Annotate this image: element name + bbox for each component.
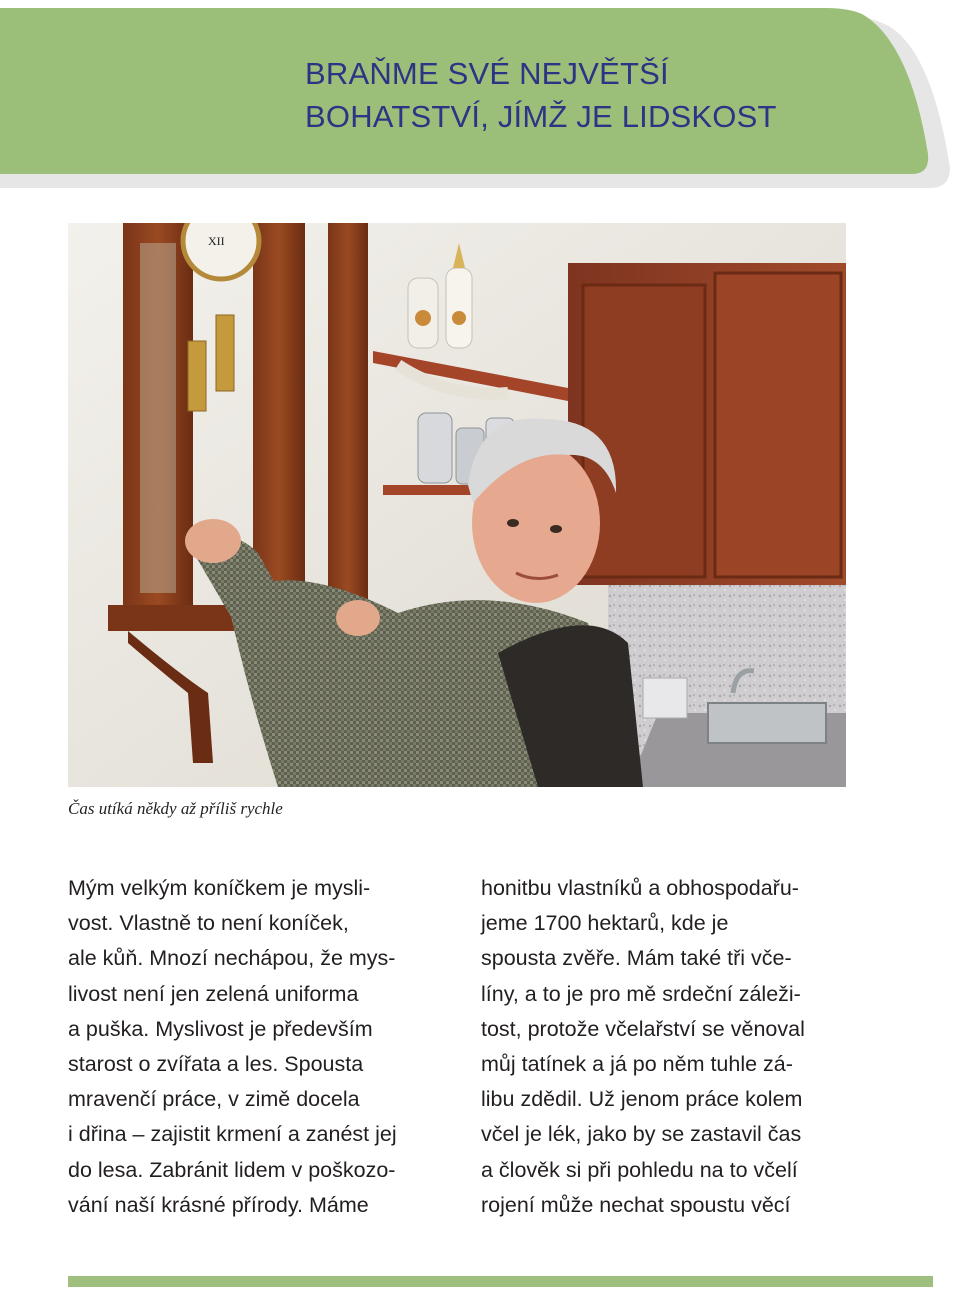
text-line: a puška. Myslivost je především xyxy=(68,1016,373,1041)
title-line-1: BRAŇME SVÉ NEJVĚTŠÍ xyxy=(305,56,669,91)
text-line: Mým velkým koníčkem je mysli- xyxy=(68,876,371,900)
text-line: libu zdědil. Už jenom práce kolem xyxy=(481,1087,803,1112)
text-line: mravenčí práce, v zimě docela xyxy=(68,1087,360,1112)
article-photo xyxy=(68,223,846,787)
page-title xyxy=(305,52,777,138)
text-line: i dřina – zajistit krmení a zanést jej xyxy=(68,1122,397,1147)
text-line: jeme 1700 hektarů, kde je xyxy=(481,911,729,936)
photo-illustration xyxy=(68,223,846,787)
article-column-right xyxy=(481,871,881,1223)
text-line: honitbu vlastníků a obhospodařu- xyxy=(481,876,799,900)
title-line-2: BOHATSTVÍ, JÍMŽ JE LIDSKOST xyxy=(305,99,777,134)
text-line: vání naší krásné přírody. Máme xyxy=(68,1192,369,1217)
header-banner xyxy=(0,0,960,190)
text-line: spousta zvěře. Mám také tři vče- xyxy=(481,946,792,971)
text-line: můj tatínek a já po něm tuhle zá- xyxy=(481,1052,793,1077)
text-line: ale kůň. Mnozí nechápou, že mys- xyxy=(68,946,396,971)
text-line: starost o zvířata a les. Spousta xyxy=(68,1052,364,1077)
text-line: livost není jen zelená uniforma xyxy=(68,981,359,1006)
clock-numeral: XII xyxy=(208,234,225,248)
text-line: včel je lék, jako by se zastavil čas xyxy=(481,1122,802,1147)
text-line: do lesa. Zabránit lidem v poškozo- xyxy=(68,1157,396,1182)
text-line: rojení může nechat spoustu věcí xyxy=(481,1192,791,1217)
article-column-left xyxy=(68,871,468,1223)
photo-caption: Čas utíká někdy až příliš rychle xyxy=(68,799,283,818)
text-line: a člověk si při pohledu na to včelí xyxy=(481,1157,798,1182)
text-line: tost, protože včelařství se věnoval xyxy=(481,1016,805,1041)
text-line: vost. Vlastně to není koníček, xyxy=(68,911,349,936)
text-line: líny, a to je pro mě srdeční záleži- xyxy=(481,981,801,1006)
footer-bar xyxy=(68,1276,933,1287)
